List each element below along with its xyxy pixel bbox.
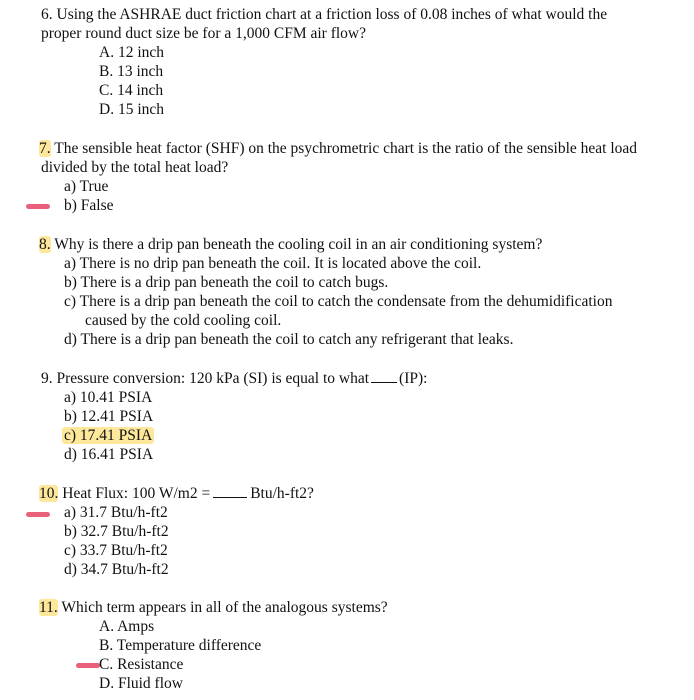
q9-option-d: d) 16.41 PSIA (64, 446, 154, 463)
q11-question: Which term appears in all of the analogous systems? (61, 599, 388, 616)
q8-option-a: a) There is no drip pan beneath the coil. It is located above the coil. (64, 255, 482, 272)
q10-number-highlight: 10. (39, 485, 59, 502)
q7-text-line1 (39, 139, 637, 158)
q9-option-c (62, 426, 154, 445)
q11-number-highlight: 11. (39, 599, 58, 616)
q7-text-line2: divided by the total heat load? (41, 159, 229, 176)
q6-option-b: B. 13 inch (99, 63, 164, 80)
q8-text (39, 235, 542, 254)
q10-option-d: d) 34.7 Btu/h-ft2 (64, 561, 169, 578)
q10-option-a: a) 31.7 Btu/h-ft2 (64, 504, 168, 521)
pen-mark (26, 204, 50, 209)
q7-option-a: a) True (64, 178, 109, 195)
q6-option-c: C. 14 inch (99, 82, 164, 99)
answer-blank (213, 485, 247, 498)
q9-option-a: a) 10.41 PSIA (64, 389, 153, 406)
q11-option-c: C. Resistance (99, 656, 184, 673)
q6-text-line2: proper round duct size be for a 1,000 CFM air flow? (41, 25, 366, 42)
q10-question: Heat Flux: 100 W/m2 = (62, 485, 211, 502)
q6-option-a: A. 12 inch (99, 44, 165, 61)
q8-option-b: b) There is a drip pan beneath the coil to catch bugs. (64, 274, 389, 291)
q9-question: Pressure conversion: 120 kPa (SI) is equal to what (56, 370, 370, 387)
q8-option-c-cont: caused by the cold cooling coil. (85, 312, 282, 329)
q10-option-b: b) 32.7 Btu/h-ft2 (64, 523, 169, 540)
q9-option-c-highlight: c) 17.41 PSIA (64, 427, 153, 444)
q11-option-b: B. Temperature difference (99, 637, 262, 654)
q7-question: The sensible heat factor (SHF) on the psychrometric chart is the ratio of the sensible heat load (54, 140, 638, 157)
q11-text (39, 598, 388, 617)
q9-question-end: (IP): (399, 370, 428, 387)
q7-number-highlight: 7. (39, 140, 51, 157)
q7-option-b: b) False (64, 197, 114, 214)
q6-number: 6. (41, 6, 53, 23)
q10-question-end: Btu/h-ft2? (250, 485, 314, 502)
q8-option-c: c) There is a drip pan beneath the coil to catch the condensate from the dehumidification (64, 293, 613, 310)
q6-question: Using the ASHRAE duct friction chart at a friction loss of 0.08 inches of what would the (56, 6, 608, 23)
q10-option-c: c) 33.7 Btu/h-ft2 (64, 542, 168, 559)
q9-number: 9. (41, 370, 53, 387)
q9-option-b: b) 12.41 PSIA (64, 408, 154, 425)
q10-text (39, 484, 314, 503)
q9-text (41, 369, 427, 388)
q11-option-a: A. Amps (99, 618, 155, 635)
pen-mark (76, 663, 100, 668)
q8-option-d: d) There is a drip pan beneath the coil to catch any refrigerant that leaks. (64, 331, 514, 348)
q8-number-highlight: 8. (39, 236, 51, 253)
q6-option-d: D. 15 inch (99, 101, 165, 118)
q8-question: Why is there a drip pan beneath the cooling coil in an air conditioning system? (54, 236, 543, 253)
q6-text-line1 (41, 5, 607, 24)
q11-option-d: D. Fluid flow (99, 675, 183, 692)
answer-blank (371, 370, 397, 383)
pen-mark (26, 512, 50, 517)
